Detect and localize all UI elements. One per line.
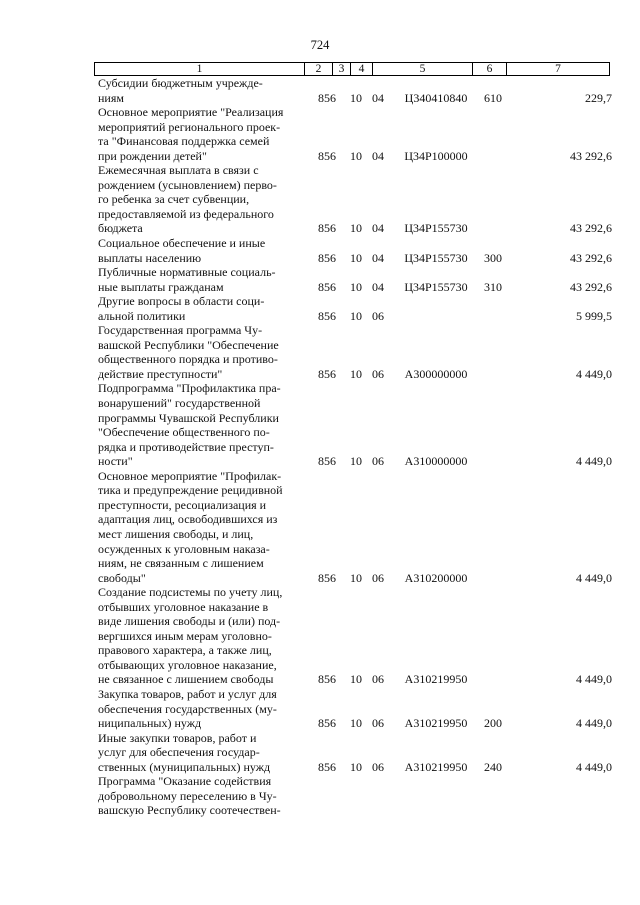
- row-name-line: предоставляемой из федерального: [98, 206, 274, 221]
- cell-c7: 229,7: [585, 90, 612, 105]
- cell-c7: 4 449,0: [576, 570, 612, 585]
- row-name-line: виде лишения свободы и (или) под-: [98, 614, 281, 629]
- cell-c3: 10: [350, 90, 362, 105]
- cell-c4: 04: [372, 221, 384, 236]
- cell-c4: 04: [372, 250, 384, 265]
- cell-c7: 5 999,5: [576, 308, 612, 323]
- row-name: [98, 76, 302, 105]
- cell-c4: 04: [372, 148, 384, 163]
- row-name-line: добровольному переселению в Чу-: [98, 788, 277, 803]
- cell-c7: 43 292,6: [570, 148, 612, 163]
- cell-c2: 856: [318, 759, 336, 774]
- table-row: [98, 105, 612, 163]
- row-name-line: ности": [98, 454, 133, 469]
- row-name-line: действие преступности": [98, 366, 223, 381]
- cell-c3: 10: [350, 279, 362, 294]
- row-name-line: общественного порядка и противо-: [98, 352, 278, 367]
- cell-c2: 856: [318, 716, 336, 731]
- row-name: [98, 294, 302, 323]
- row-name-line: вонарушений" государственной: [98, 396, 261, 411]
- header-cell-5: 5: [373, 63, 473, 75]
- cell-c6: 610: [484, 90, 502, 105]
- cell-c5: А310000000: [404, 454, 468, 469]
- header-cell-6: 6: [473, 63, 507, 75]
- header-cell-4: 4: [351, 63, 373, 75]
- header-cell-7: 7: [555, 63, 561, 75]
- cell-c7: 43 292,6: [570, 250, 612, 265]
- row-name-line: не связанное с лишением свободы: [98, 672, 274, 687]
- cell-c6: 300: [484, 250, 502, 265]
- cell-c7: 4 449,0: [576, 759, 612, 774]
- row-name-line: Ежемесячная выплата в связи с: [98, 163, 259, 178]
- cell-c4: 06: [372, 454, 384, 469]
- row-name-line: Субсидии бюджетным учрежде-: [98, 76, 263, 90]
- row-name-line: го ребенка за счет субвенции,: [98, 192, 250, 207]
- cell-c3: 10: [350, 454, 362, 469]
- table-header: [94, 62, 610, 76]
- cell-c2: 856: [318, 148, 336, 163]
- row-name-line: мероприятий регионального проек-: [98, 119, 281, 134]
- cell-c7: 4 449,0: [576, 672, 612, 687]
- table-row: [98, 265, 612, 294]
- row-name-line: Основное мероприятие "Реализация: [98, 105, 284, 120]
- row-name-line: вашскую Республику соотечествен-: [98, 803, 281, 818]
- table-row: [98, 236, 612, 265]
- header-cell-2: 2: [305, 63, 333, 75]
- row-name-line: ниям, не связанным с лишением: [98, 556, 264, 571]
- page-number: 724: [310, 38, 330, 52]
- cell-c3: 10: [350, 759, 362, 774]
- cell-c2: 856: [318, 221, 336, 236]
- row-name-line: адаптация лиц, освободившихся из: [98, 512, 278, 527]
- cell-c5: Ц340410840: [404, 90, 468, 105]
- table-row: [98, 323, 612, 381]
- row-name-line: вергшихся иным мерам уголовно-: [98, 628, 272, 643]
- cell-c5: А310219950: [404, 716, 468, 731]
- cell-c3: 10: [350, 570, 362, 585]
- cell-c5: А310200000: [404, 570, 468, 585]
- cell-c3: 10: [350, 366, 362, 381]
- cell-c7: 43 292,6: [570, 221, 612, 236]
- cell-c5: Ц34Р155730: [404, 250, 468, 265]
- cell-c6: 310: [484, 279, 502, 294]
- row-name-line: "Обеспечение общественного по-: [98, 425, 270, 440]
- cell-c6: 200: [484, 716, 502, 731]
- cell-c4: 04: [372, 279, 384, 294]
- row-name-line: Государственная программа Чу-: [98, 323, 263, 338]
- row-name: [98, 381, 302, 468]
- row-name-line: Основное мероприятие "Профилак-: [98, 468, 282, 483]
- row-name: [98, 265, 302, 294]
- header-cell-3: 3: [333, 63, 351, 75]
- row-name-line: отбывших уголовное наказание в: [98, 599, 269, 614]
- cell-c7: 43 292,6: [570, 279, 612, 294]
- cell-c4: 06: [372, 716, 384, 731]
- row-name: [98, 731, 302, 775]
- row-name-line: рождением (усыновлением) перво-: [98, 177, 277, 192]
- row-name-line: преступности, ресоциализация и: [98, 497, 267, 512]
- row-name-line: правового характера, а также лиц,: [98, 643, 272, 658]
- row-name: [98, 105, 302, 163]
- row-name: [98, 774, 302, 818]
- row-name-line: Публичные нормативные социаль-: [98, 265, 276, 280]
- row-name-line: обеспечения государственных (му-: [98, 701, 277, 716]
- row-name-line: Создание подсистемы по учету лиц,: [98, 585, 283, 600]
- table-row: [98, 381, 612, 468]
- table-row: [98, 731, 612, 775]
- cell-c7: 4 449,0: [576, 454, 612, 469]
- cell-c3: 10: [350, 148, 362, 163]
- row-name-line: Закупка товаров, работ и услуг для: [98, 686, 277, 701]
- cell-c3: 10: [350, 308, 362, 323]
- table-row: [98, 163, 612, 236]
- cell-c3: 10: [350, 672, 362, 687]
- row-name-line: при рождении детей": [98, 148, 207, 163]
- cell-c5: Ц34Р155730: [404, 221, 468, 236]
- row-name: [98, 469, 302, 585]
- table-row: [98, 469, 612, 585]
- row-name-line: рядка и противодействие преступ-: [98, 439, 274, 454]
- row-name: [98, 323, 302, 381]
- cell-c4: 06: [372, 366, 384, 381]
- cell-c2: 856: [318, 672, 336, 687]
- row-name-line: ственных (муниципальных) нужд: [98, 759, 271, 774]
- cell-c4: 06: [372, 672, 384, 687]
- row-name-line: мест лишения свободы, и лиц,: [98, 526, 254, 541]
- cell-c4: 06: [372, 308, 384, 323]
- cell-c4: 06: [372, 759, 384, 774]
- cell-c5: А300000000: [404, 366, 468, 381]
- row-name: [98, 163, 302, 236]
- row-name-line: Подпрограмма "Профилактика пра-: [98, 381, 281, 396]
- row-name-line: Программа "Оказание содействия: [98, 774, 272, 789]
- table-row: [98, 294, 612, 323]
- cell-c3: 10: [350, 716, 362, 731]
- header-cell-1: 1: [95, 63, 305, 75]
- table-row: [98, 76, 612, 105]
- row-name: [98, 585, 302, 687]
- row-name-line: бюджета: [98, 221, 143, 236]
- row-name-line: тика и предупреждение рецидивной: [98, 483, 283, 498]
- row-name-line: Социальное обеспечение и иные: [98, 236, 266, 251]
- cell-c4: 04: [372, 90, 384, 105]
- cell-c2: 856: [318, 454, 336, 469]
- row-name-line: Иные закупки товаров, работ и: [98, 730, 257, 745]
- cell-c2: 856: [318, 90, 336, 105]
- cell-c4: 06: [372, 570, 384, 585]
- table-body: [98, 76, 612, 818]
- row-name-line: альной политики: [98, 308, 186, 323]
- row-name-line: свободы": [98, 570, 146, 585]
- row-name-line: осужденных к уголовным наказа-: [98, 541, 270, 556]
- row-name: [98, 687, 302, 731]
- cell-c5: Ц34Р155730: [404, 279, 468, 294]
- row-name-line: ные выплаты гражданам: [98, 279, 224, 294]
- cell-c3: 10: [350, 250, 362, 265]
- row-name-line: выплаты населению: [98, 250, 202, 265]
- row-name-line: ниям: [98, 90, 124, 105]
- table-row: [98, 774, 612, 818]
- table-row: [98, 687, 612, 731]
- cell-c2: 856: [318, 279, 336, 294]
- row-name-line: отбывающих уголовное наказание,: [98, 657, 277, 672]
- row-name-line: та "Финансовая поддержка семей: [98, 134, 270, 149]
- cell-c5: А310219950: [404, 672, 468, 687]
- row-name-line: программы Чувашской Республики: [98, 410, 279, 425]
- row-name: [98, 236, 302, 265]
- cell-c7: 4 449,0: [576, 716, 612, 731]
- cell-c5: Ц34Р100000: [404, 148, 468, 163]
- cell-c5: А310219950: [404, 759, 468, 774]
- table-row: [98, 585, 612, 687]
- cell-c2: 856: [318, 250, 336, 265]
- row-name-line: услуг для обеспечения государ-: [98, 745, 260, 760]
- cell-c2: 856: [318, 366, 336, 381]
- cell-c6: 240: [484, 759, 502, 774]
- cell-c2: 856: [318, 570, 336, 585]
- cell-c7: 4 449,0: [576, 366, 612, 381]
- cell-c3: 10: [350, 221, 362, 236]
- row-name-line: Другие вопросы в области соци-: [98, 294, 265, 309]
- row-name-line: вашской Республики "Обеспечение: [98, 337, 279, 352]
- cell-c2: 856: [318, 308, 336, 323]
- row-name-line: ниципальных) нужд: [98, 716, 202, 731]
